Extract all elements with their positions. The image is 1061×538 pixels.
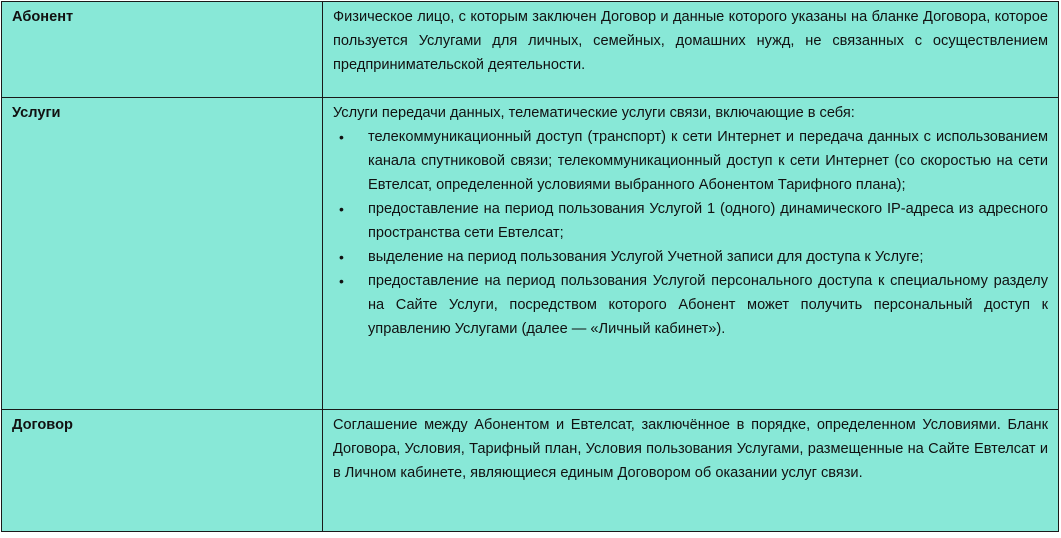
list-item <box>333 245 1048 269</box>
list-item-text: выделение на период пользования Услугой Учетной записи для доступа к Услуге; <box>368 249 924 265</box>
list-item <box>333 269 1048 341</box>
term-cell: Договор <box>2 410 323 532</box>
list-item <box>333 197 1048 245</box>
list-item <box>333 125 1048 197</box>
term-cell: Услуги <box>2 98 323 410</box>
definition-cell: Соглашение между Абонентом и Евтелсат, заключённое в порядке, определенном Условиями. Бланк Договора, Условия, Тарифный план, Условия пользования Услугами, размещенные на Сайте Евтелсат и в Личном кабинете, являющиеся единым Договором об оказании услуг связи. <box>323 410 1059 532</box>
list-item-text: предоставление на период пользования Услугой персонального доступа к специальному разделу на Сайте Услуги, посредством которого Абонент может получить персональный доступ к управлению Услугами (далее — «Личный кабинет»). <box>368 273 1048 337</box>
list-item-text: предоставление на период пользования Услугой 1 (одного) динамического IP-адреса из адресного пространства сети Евтелсат; <box>368 201 1048 241</box>
bullet-list <box>333 125 1048 341</box>
definition-intro: Услуги передачи данных, телематические услуги связи, включающие в себя: <box>333 105 855 121</box>
bullet-icon: • <box>339 129 344 145</box>
bullet-icon: • <box>339 273 344 289</box>
table-row <box>2 98 1059 410</box>
definition-cell <box>323 98 1059 410</box>
list-item-text: телекоммуникационный доступ (транспорт) к сети Интернет и передача данных с использованием канала спутниковой связи; телекоммуникационный доступ к сети Интернет (со скоростью на сети Евтелсат, определенной условиями выбранного Абонентом Тарифного плана); <box>368 129 1048 193</box>
table-row <box>2 2 1059 98</box>
definition-cell: Физическое лицо, с которым заключен Договор и данные которого указаны на бланке Договора, которое пользуется Услугами для личных, семейных, домашних нужд, не связанных с осуществлением предпринимательской деятельности. <box>323 2 1059 98</box>
bullet-icon: • <box>339 201 344 217</box>
term-cell: Абонент <box>2 2 323 98</box>
bullet-icon: • <box>339 249 344 265</box>
table-row <box>2 410 1059 532</box>
definitions-table <box>1 1 1059 532</box>
